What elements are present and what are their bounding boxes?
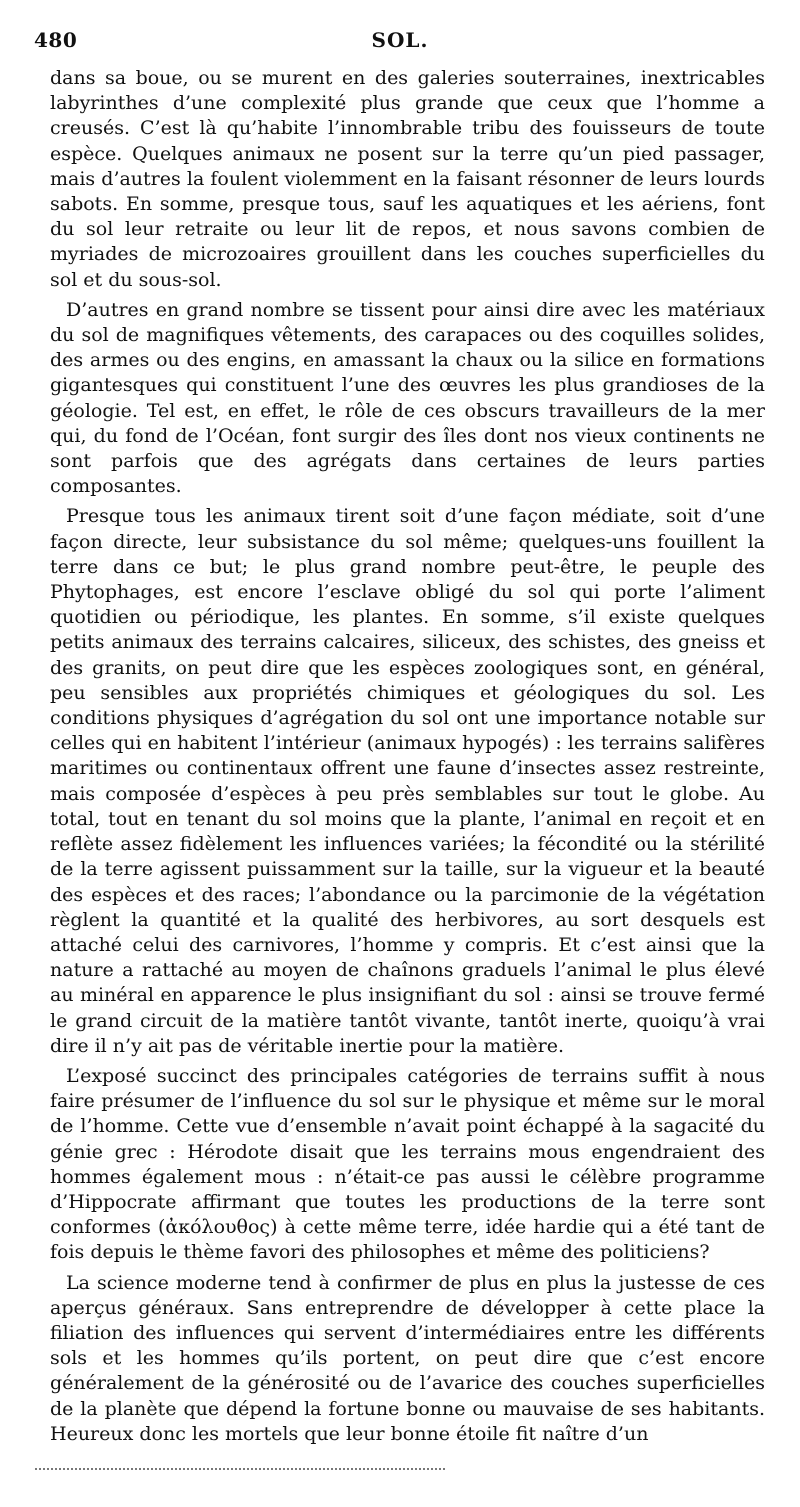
paragraph-greek-thought: L’exposé succinct des principales catégories de terrains suffit à nous faire présumer de l’influence du sol sur le physique et même sur le moral de l’homme. Cette vue d’ensemble n’avait point échappé à la sagacité du génie grec : Hérodote disait que les terrains mous engendraient des hommes également mous : n’était-ce pas aussi le célèbre programme d’Hippocrate affirmant que toutes les productions de la terre sont conformes (ἀκόλουθος) à cette même terre, idée hardie qui a été tant de fois depuis le thème favori des philosophes et même des politiciens? — [50, 1064, 765, 1264]
bottom-footnote-rule — [35, 1468, 445, 1470]
page-body-text — [50, 66, 765, 1445]
paragraph-continued: dans sa boue, ou se murent en des galeries souterraines, inextricables labyrinthes d’une complexité plus grande que ceux que l’homme a creusés. C’est là qu’habite l’innombrable tribu des fouisseurs de toute espèce. Quelques animaux ne posent sur la terre qu’un pied passager, mais d’autres la foulent violemment en la faisant résonner de leurs lourds sabots. En somme, presque tous, sauf les aquatiques et les aériens, font du sol leur retraite ou leur lit de repos, et nous savons combien de myriades de microzoaires grouillent dans les couches superficielles du sol et du sous-sol. — [50, 67, 765, 291]
paragraph-animal-subsistence: Presque tous les animaux tirent soit d’une façon médiate, soit d’une façon directe, leur subsistance du sol même; quelques-uns fouillent la terre dans ce but; le plus grand nombre peut-être, le peuple des Phytophages, est encore l’esclave obligé du sol qui porte l’aliment quotidien ou périodique, les plantes. En somme, s’il existe quelques petits animaux des terrains calcaires, siliceux, des schistes, des gneiss et des granits, on peut dire que les espèces zoologiques sont, en général, peu sensibles aux propriétés chimiques et géologiques du sol. Les conditions physiques d’agrégation du sol ont une importance notable sur celles qui en habitent l’intérieur (animaux hypogés) : les terrains salifères maritimes ou continentaux offrent une faune d’insectes assez restreinte, mais composée d’espèces à peu près semblables sur tout le globe. Au total, tout en tenant du sol moins que la plante, l’animal en reçoit et en reflète assez fidèlement les influences variées; la fécondité ou la stérilité de la terre agissent puissamment sur la taille, sur la vigueur et la beauté des espèces et des races; l’abondance ou la parcimonie de la végétation règlent la quantité et la qualité des herbivores, au sort desquels est attaché celui des carnivores, l’homme y compris. Et c’est ainsi que la nature a rattaché au moyen de chaînons graduels l’animal le plus élevé au minéral en apparence le plus insignifiant du sol : ainsi se trouve fermé le grand circuit de la matière tantôt vivante, tantôt inerte, quoiqu’à vrai dire il n’y ait pas de véritable inertie pour la matière. — [50, 505, 765, 1057]
running-title: SOL. — [371, 28, 429, 52]
page-number: 480 — [34, 28, 78, 52]
running-head — [34, 28, 766, 56]
paragraph-modern-science: La science moderne tend à confirmer de plus en plus la justesse de ces aperçus généraux. Sans entreprendre de développer à cette place la filiation des influences qui servent d’intermédiaires entre les différents sols et les hommes qu’ils portent, on peut dire que c’est encore généralement de la générosité ou de l’avarice des couches superficielles de la planète que dépend la fortune bonne ou mauvaise de ses habitants. Heureux donc les mortels que leur bonne étoile fit naître d’un — [50, 1271, 765, 1445]
paragraph-materials-and-shells: D’autres en grand nombre se tissent pour ainsi dire avec les matériaux du sol de magnifiques vêtements, des carapaces ou des coquilles solides, des armes ou des engins, en amassant la chaux ou la silice en formations gigantesques qui constituent l’une des œuvres les plus grandioses de la géologie. Tel est, en effet, le rôle de ces obscurs travailleurs de la mer qui, du fond de l’Océan, font surgir des îles dont nos vieux continents ne sont parfois que des agrégats dans certaines de leurs parties composantes. — [50, 298, 765, 498]
